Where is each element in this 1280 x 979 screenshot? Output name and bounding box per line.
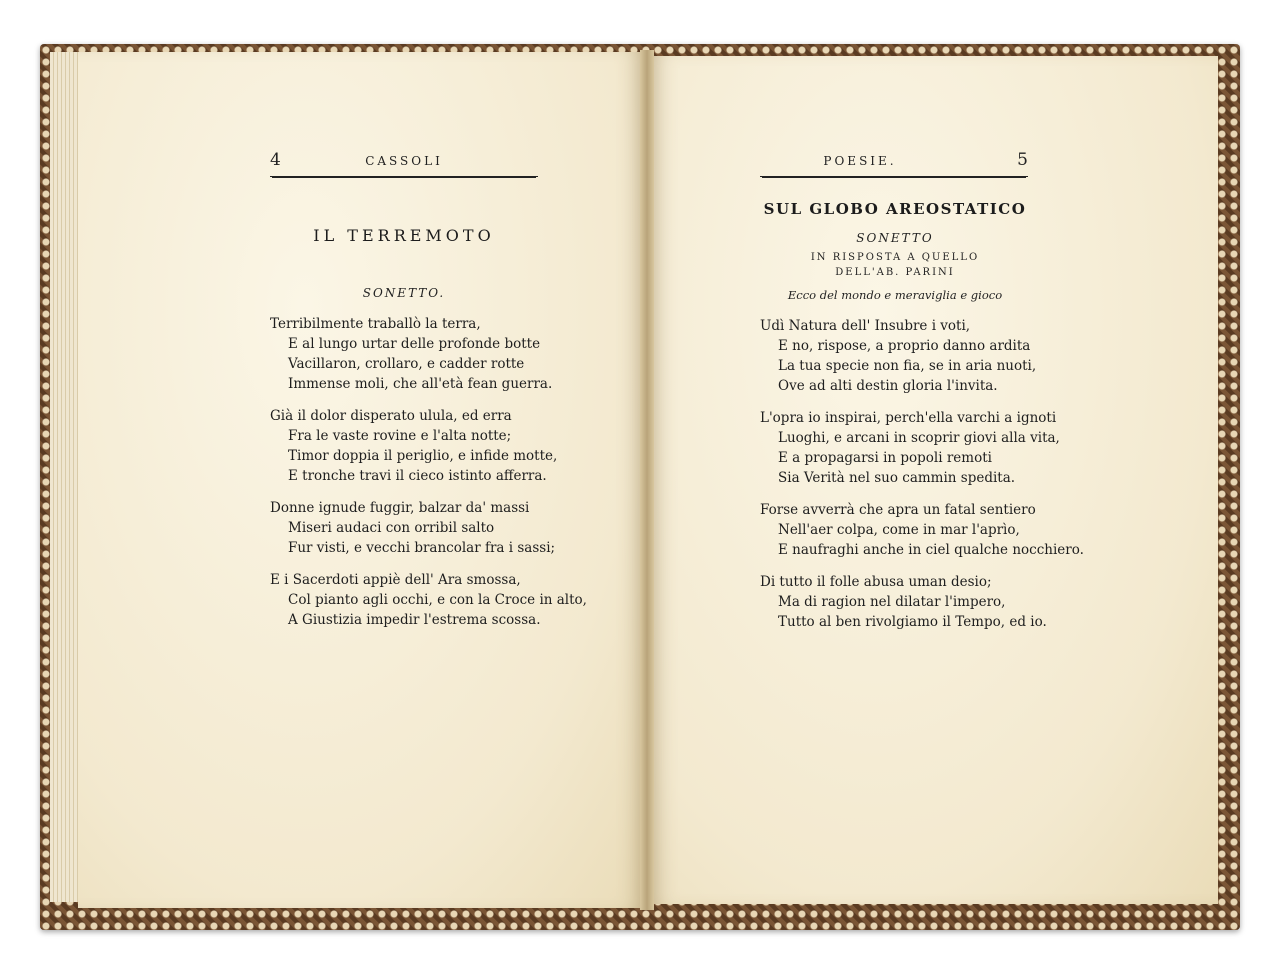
poem-line: E tronche travi il cieco istinto afferra. bbox=[288, 468, 547, 484]
poem-line: Già il dolor disperato ulula, ed erra bbox=[270, 408, 512, 424]
poem-line: Donne ignude fuggir, balzar da' massi bbox=[270, 500, 530, 516]
poem-line: Sia Verità nel suo cammin spedita. bbox=[778, 470, 1016, 486]
stanza bbox=[270, 570, 587, 630]
poem-line: Ove ad alti destin gloria l'invita. bbox=[778, 378, 998, 394]
poem-line: Udì Natura dell' Insubre i voti, bbox=[760, 318, 971, 334]
left-page-header bbox=[270, 150, 538, 177]
right-page-header bbox=[760, 150, 1028, 177]
poem-line: Tutto al ben rivolgiamo il Tempo, ed io. bbox=[778, 614, 1047, 630]
left-page-number: 4 bbox=[270, 150, 281, 170]
stanza bbox=[270, 314, 587, 394]
left-poem-form: SONETTO. bbox=[362, 286, 446, 300]
poem-line: Fra le vaste rovine e l'alta notte; bbox=[288, 428, 512, 444]
stanza bbox=[270, 498, 587, 558]
left-poem-body bbox=[270, 314, 587, 642]
poem-line: Timor doppia il periglio, e infide motte, bbox=[288, 448, 558, 464]
poem-line: Forse avverrà che apra un fatal sentiero bbox=[760, 502, 1036, 518]
right-poem-form: SONETTO bbox=[856, 231, 934, 245]
poem-line: Ma di ragion nel dilatar l'impero, bbox=[778, 594, 1006, 610]
right-poem-subtitle: IN RISPOSTA A QUELLO bbox=[810, 252, 980, 263]
poem-line: Di tutto il folle abusa uman desio; bbox=[760, 574, 992, 590]
right-poem-subtitle: DELL'AB. PARINI bbox=[835, 267, 955, 278]
left-running-head: CASSOLI bbox=[365, 154, 443, 168]
poem-line: A Giustizia impedir l'estrema scossa. bbox=[288, 612, 541, 628]
poem-line: Luoghi, e arcani in scoprir giovi alla vita, bbox=[778, 430, 1060, 446]
stanza bbox=[760, 316, 1084, 396]
right-poem-title: SUL GLOBO AREOSTATICO bbox=[763, 200, 1027, 218]
poem-line: Vacillaron, crollaro, e cadder rotte bbox=[288, 356, 525, 372]
poem-line: Terribilmente traballò la terra, bbox=[270, 316, 481, 332]
poem-line: L'opra io inspirai, perch'ella varchi a ignoti bbox=[760, 410, 1057, 426]
poem-line: Immense moli, che all'età fean guerra. bbox=[288, 376, 553, 392]
poem-line: Miseri audaci con orribil salto bbox=[288, 520, 495, 536]
stanza bbox=[760, 500, 1084, 560]
poem-line: E i Sacerdoti appiè dell' Ara smossa, bbox=[270, 572, 521, 588]
poem-line: E a propagarsi in popoli remoti bbox=[778, 450, 992, 466]
poem-line: Fur visti, e vecchi brancolar fra i sassi; bbox=[288, 540, 556, 556]
left-poem-title: IL TERREMOTO bbox=[313, 226, 495, 245]
poem-line: Col pianto agli occhi, e con la Croce in alto, bbox=[288, 592, 587, 608]
book-gutter bbox=[640, 50, 654, 910]
poem-line: E no, rispose, a proprio danno ardita bbox=[778, 338, 1031, 354]
stanza bbox=[270, 406, 587, 486]
stanza bbox=[760, 408, 1084, 488]
right-poem-incipit: Ecco del mondo e meraviglia e gioco bbox=[787, 288, 1003, 302]
poem-line: La tua specie non fia, se in aria nuoti, bbox=[778, 358, 1037, 374]
right-page-number: 5 bbox=[1017, 150, 1028, 170]
right-poem-body bbox=[760, 316, 1084, 644]
poem-line: E al lungo urtar delle profonde botte bbox=[288, 336, 541, 352]
right-running-head: POESIE. bbox=[823, 154, 897, 168]
stanza bbox=[760, 572, 1084, 632]
poem-line: E naufraghi anche in ciel qualche nocchiero. bbox=[778, 542, 1084, 558]
poem-line: Nell'aer colpa, come in mar l'aprìo, bbox=[778, 522, 1020, 538]
